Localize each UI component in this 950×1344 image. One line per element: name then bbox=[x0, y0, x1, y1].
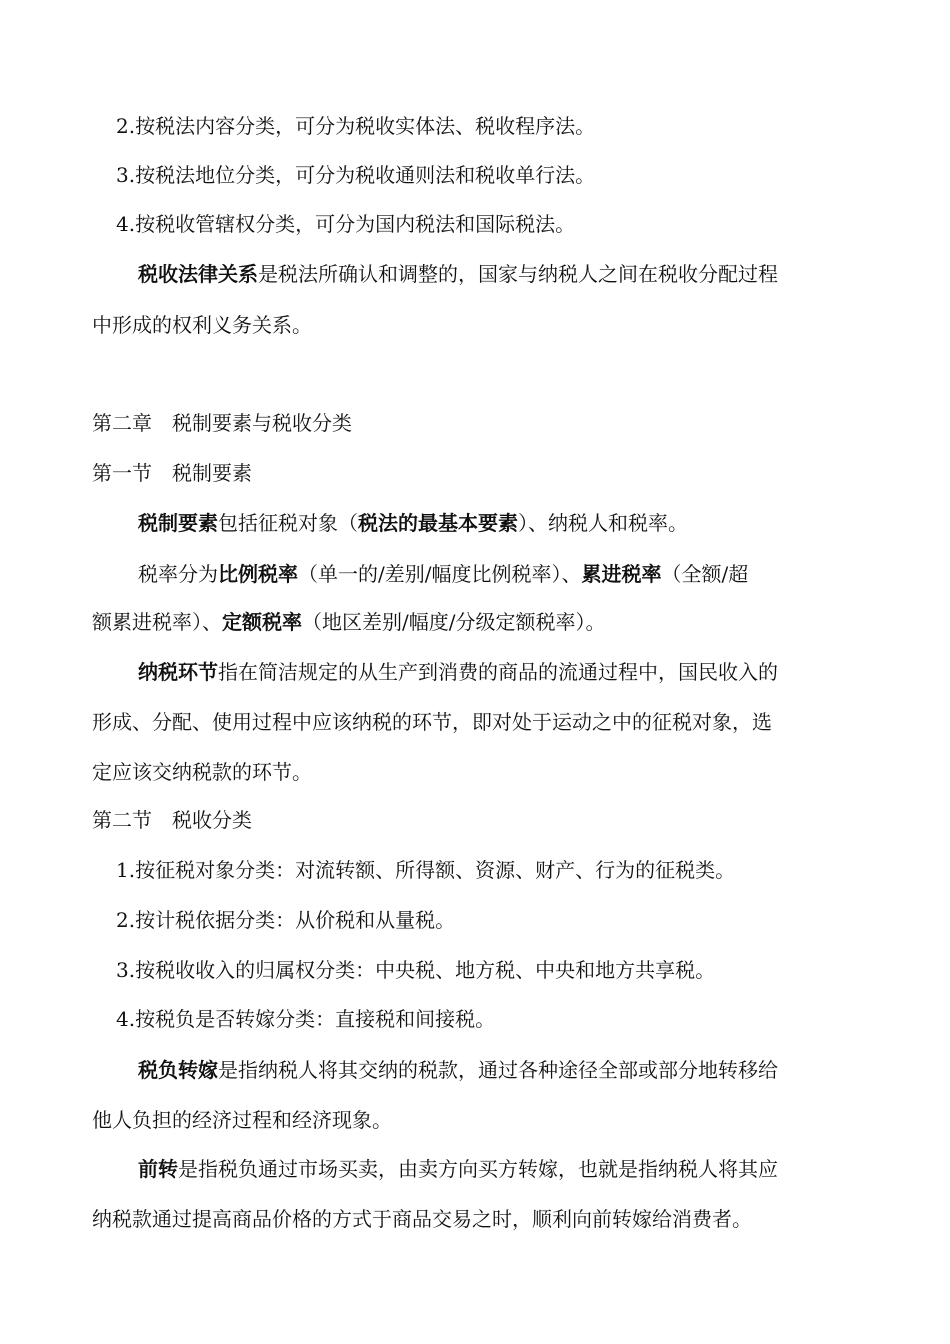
paragraph-line: 纳税环节指在简洁规定的从生产到消费的商品的流通过程中，国民收入的 bbox=[138, 660, 778, 684]
term-bold: 税制要素 bbox=[138, 511, 218, 535]
chapter-heading: 第二章 税制要素与税收分类 bbox=[92, 411, 352, 435]
paragraph-line: 纳税款通过提高商品价格的方式于商品交易之时，顺利向前转嫁给消费者。 bbox=[92, 1207, 752, 1231]
section-heading: 第一节 税制要素 bbox=[92, 461, 252, 485]
paragraph-line: 3.按税收收入的归属权分类：中央税、地方税、中央和地方共享税。 bbox=[116, 958, 716, 982]
term-bold: 税负转嫁 bbox=[138, 1058, 218, 1082]
paragraph-line: 4.按税负是否转嫁分类：直接税和间接税。 bbox=[116, 1007, 496, 1031]
paragraph-line: 中形成的权利义务关系。 bbox=[92, 313, 312, 337]
paragraph-line: 他人负担的经济过程和经济现象。 bbox=[92, 1108, 392, 1132]
paragraph-line: 2.按税法内容分类，可分为税收实体法、税收程序法。 bbox=[116, 114, 596, 138]
paragraph-line: 形成、分配、使用过程中应该纳税的环节，即对处于运动之中的征税对象，选 bbox=[92, 710, 772, 734]
term-bold: 累进税率 bbox=[581, 562, 662, 586]
paragraph-line: 税负转嫁是指纳税人将其交纳的税款，通过各种途径全部或部分地转移给 bbox=[138, 1058, 778, 1082]
paragraph-line: 2.按计税依据分类：从价税和从量税。 bbox=[116, 908, 456, 932]
paragraph-line: 4.按税收管辖权分类，可分为国内税法和国际税法。 bbox=[116, 212, 576, 236]
paragraph-line: 税率分为比例税率（单一的/差别/幅度比例税率）、累进税率（全额/超 bbox=[138, 562, 749, 586]
paragraph-line: 税收法律关系是税法所确认和调整的，国家与纳税人之间在税收分配过程 bbox=[138, 262, 778, 286]
term-bold: 比例税率 bbox=[218, 562, 298, 586]
term-bold: 税法的最基本要素 bbox=[358, 511, 518, 535]
term-bold: 税收法律关系 bbox=[138, 262, 258, 286]
section-heading: 第二节 税收分类 bbox=[92, 808, 252, 832]
term-bold: 前转 bbox=[138, 1157, 178, 1181]
term-bold: 纳税环节 bbox=[138, 660, 218, 684]
paragraph-line: 税制要素包括征税对象（税法的最基本要素）、纳税人和税率。 bbox=[138, 511, 688, 535]
term-bold: 定额税率 bbox=[222, 610, 302, 634]
paragraph-line: 3.按税法地位分类，可分为税收通则法和税收单行法。 bbox=[116, 163, 596, 187]
paragraph-line: 定应该交纳税款的环节。 bbox=[92, 760, 312, 784]
paragraph-line: 额累进税率）、定额税率（地区差别/幅度/分级定额税率）。 bbox=[92, 610, 606, 634]
paragraph-line: 前转是指税负通过市场买卖，由卖方向买方转嫁，也就是指纳税人将其应 bbox=[138, 1157, 778, 1181]
paragraph-line: 1.按征税对象分类：对流转额、所得额、资源、财产、行为的征税类。 bbox=[116, 858, 736, 882]
